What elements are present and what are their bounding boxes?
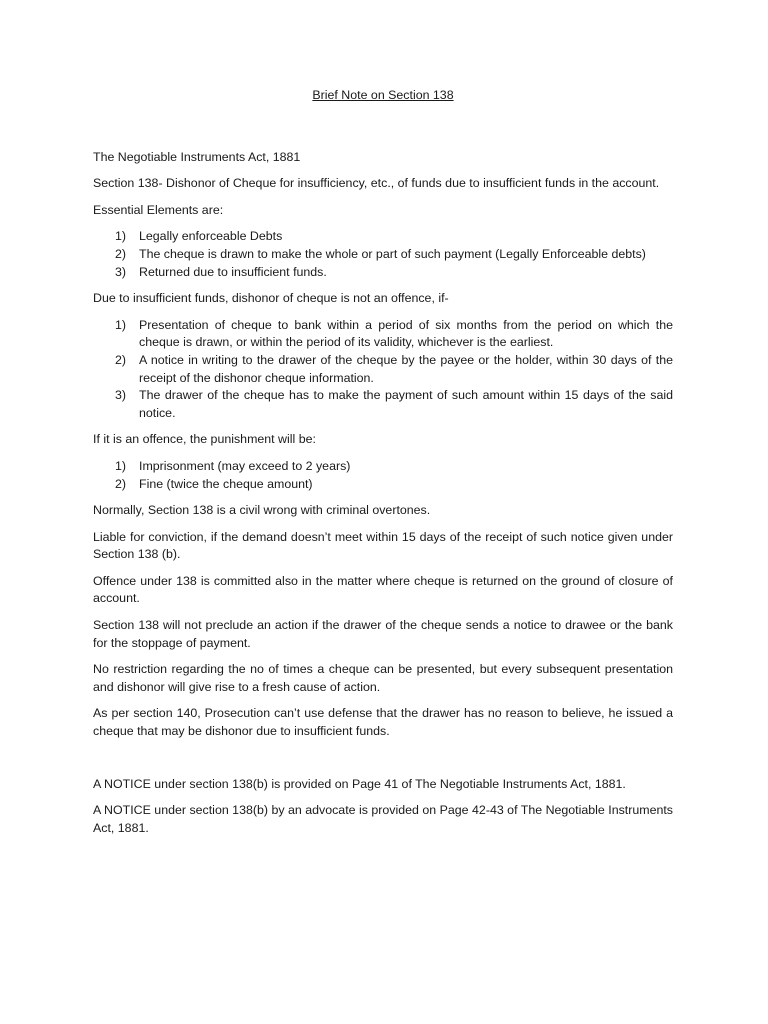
list-item-number: 2) (115, 246, 127, 261)
list-item (93, 476, 673, 494)
document-body (93, 87, 673, 846)
list-item-number: 1) (115, 229, 127, 244)
elements-list (93, 228, 673, 281)
list-item-text: Legally enforceable Debts (139, 229, 283, 244)
document-title: Brief Note on Section 138 (312, 88, 454, 102)
list-item-text: Imprisonment (may exceed to 2 years) (139, 458, 351, 473)
list-item-number: 1) (115, 317, 127, 332)
list-item-text: A notice in writing to the drawer of the cheque by the payee or the holder, within 30 days of the receipt of the dishonor cheque information. (139, 352, 673, 385)
notice-paragraph: A NOTICE under section 138(b) is provided on Page 41 of The Negotiable Instruments Act, 1881. (93, 776, 626, 791)
spacer (93, 750, 673, 776)
paragraph: Section 138 will not preclude an action if the drawer of the cheque sends a notice to drawee or the bank for the stoppage of payment. (93, 618, 673, 650)
paragraph: Normally, Section 138 is a civil wrong with criminal overtones. (93, 503, 431, 518)
list-item (93, 458, 673, 476)
list-item-number: 3) (115, 388, 127, 403)
list-item (93, 387, 673, 422)
list-item (93, 246, 673, 264)
list-item-text: Returned due to insufficient funds. (139, 264, 327, 279)
paragraph: Liable for conviction, if the demand doesn’t meet within 15 days of the receipt of such notice given under Section 138 (b). (93, 529, 673, 562)
list-item-text: Fine (twice the cheque amount) (139, 476, 313, 491)
list-item (93, 264, 673, 282)
notice-paragraph: A NOTICE under section 138(b) by an advocate is provided on Page 42-43 of The Negotiable Instruments Act, 1881. (93, 803, 673, 835)
list-item (93, 317, 673, 352)
punishments-list (93, 458, 673, 493)
paragraph: No restriction regarding the no of times a cheque can be presented, but every subsequent presentation and dishonor will give rise to a fresh cause of action. (93, 662, 673, 694)
conditions-list (93, 317, 673, 423)
list-item-number: 3) (115, 264, 127, 279)
punishment-heading: If it is an offence, the punishment will be: (93, 432, 316, 447)
list-item-number: 2) (115, 476, 127, 491)
list-item-number: 2) (115, 352, 127, 367)
paragraph: As per section 140, Prosecution can’t use defense that the drawer has no reason to believe, he issued a cheque that may be dishonor due to insufficient funds. (93, 706, 673, 739)
list-item (93, 352, 673, 387)
list-item-text: Presentation of cheque to bank within a period of six months from the period on which the cheque is drawn, or within the period of its validity, whichever is the earliest. (139, 317, 673, 350)
list-item-number: 1) (115, 458, 127, 473)
list-item (93, 228, 673, 246)
list-item-text: The drawer of the cheque has to make the payment of such amount within 15 days of the said notice. (139, 388, 673, 420)
elements-heading: Essential Elements are: (93, 202, 224, 217)
list-item-text: The cheque is drawn to make the whole or part of such payment (Legally Enforceable debts) (139, 246, 646, 261)
not-offence-heading: Due to insufficient funds, dishonor of cheque is not an offence, if- (93, 291, 449, 306)
act-heading: The Negotiable Instruments Act, 1881 (93, 149, 301, 164)
paragraph: Offence under 138 is committed also in the matter where cheque is returned on the ground of closure of account. (93, 573, 673, 606)
section-description: Section 138- Dishonor of Cheque for insufficiency, etc., of funds due to insufficient funds in the account. (93, 176, 660, 191)
